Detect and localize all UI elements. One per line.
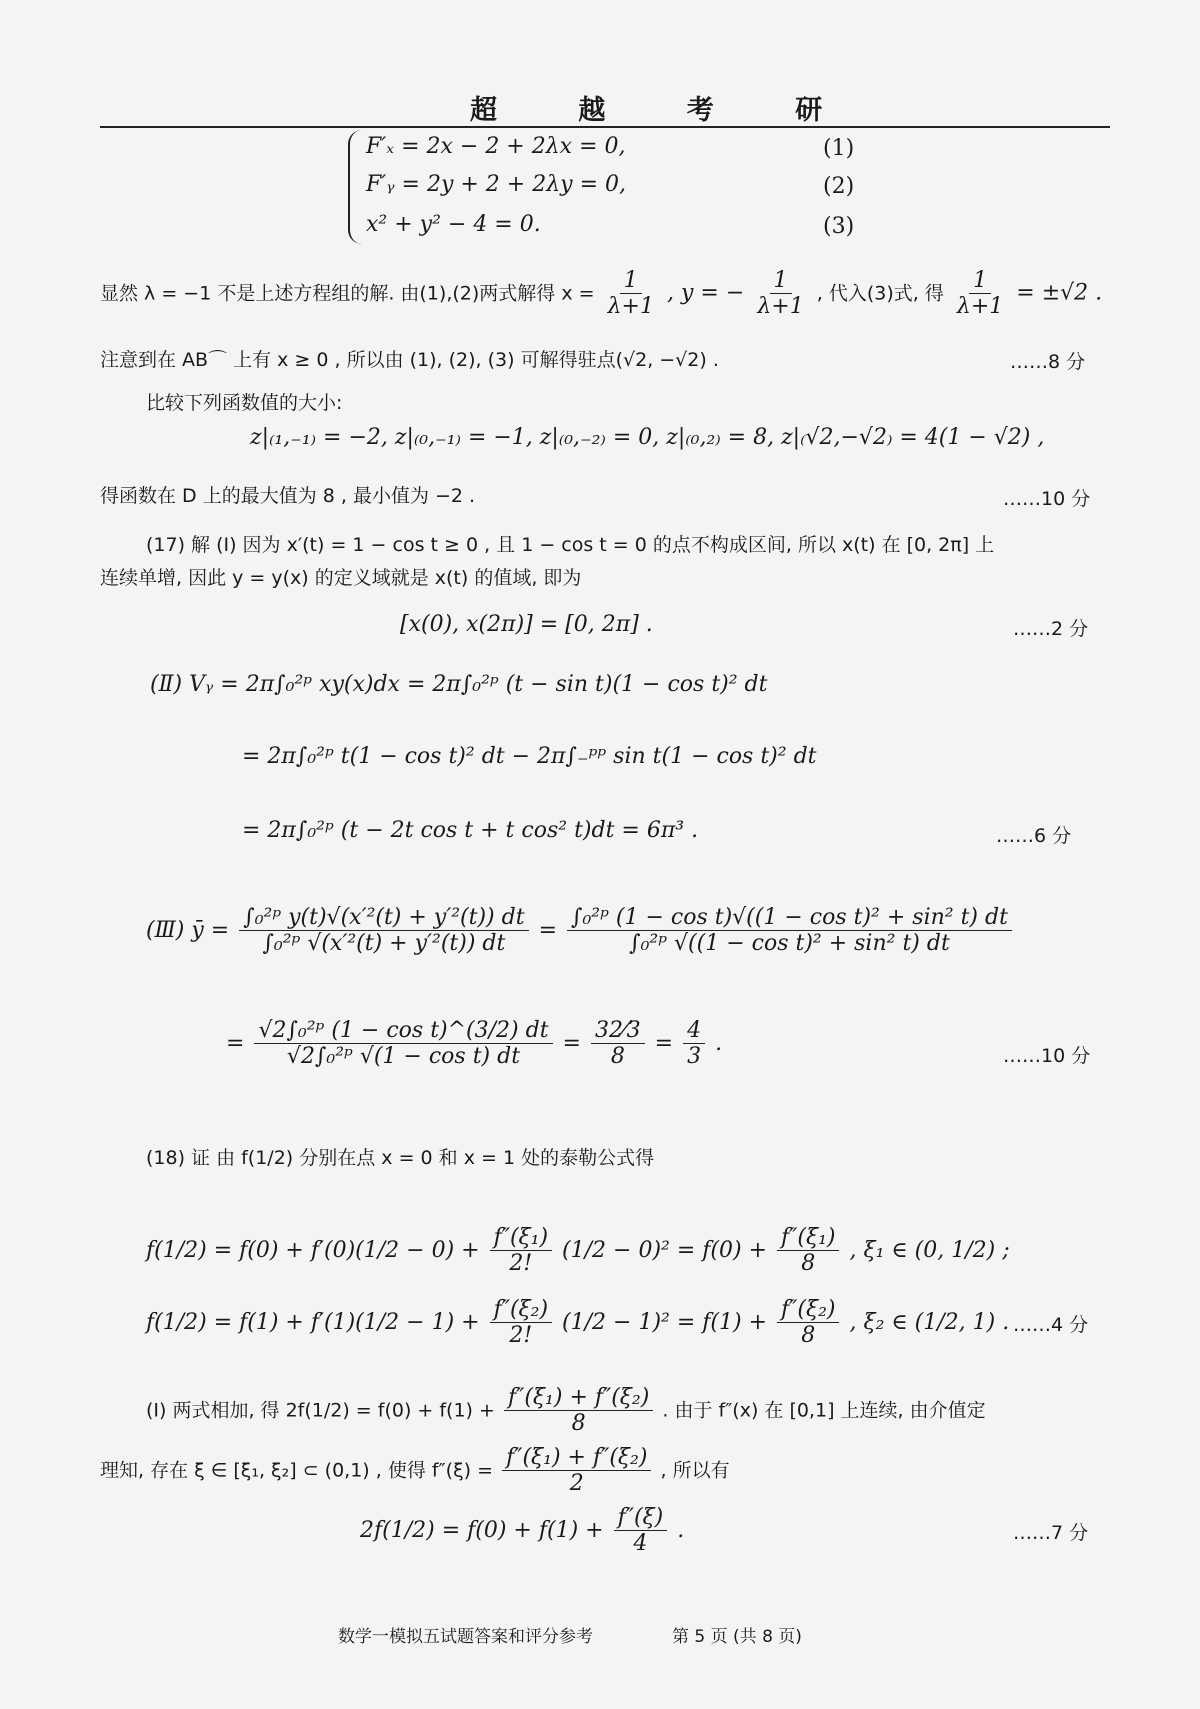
score-10b: ……10 分 — [1003, 1045, 1091, 1067]
function-values: z|₍₁,₋₁₎ = −2, z|₍₀,₋₁₎ = −1, z|₍₀,₋₂₎ = 0, z|₍₀,₂₎ = 8, z|₍√2,−√2₎ = 4(1 − √2) , — [250, 425, 1045, 450]
q18-intro: (18) 证 由 f(1/2) 分别在点 x = 0 和 x = 1 处的泰勒公式得 — [146, 1147, 655, 1169]
y-text: , y = − — [667, 280, 745, 306]
max-min-conclusion: 得函数在 D 上的最大值为 8 , 最小值为 −2 . — [100, 485, 476, 507]
fraction-x: $\frac{1}{\lambda+1}$ — [607, 268, 654, 320]
centroid-label: (Ⅲ) ȳ = — [146, 917, 230, 943]
substitute-text: , 代入(3)式, 得 — [816, 282, 944, 305]
system-eq3-tag: (3) — [823, 214, 855, 239]
q17-centroid: (Ⅲ) ȳ = $\frac{\text{∫₀²ᵖ y(t)√(x′²(t) + y′²(t)) dt}}{\text{∫₀²ᵖ √(x′²(t) + y′²(t)) dt}}$ = $\frac{\text{∫₀²ᵖ (1 − cos t)√((1 − cos t)² + sin² t) dt}}{\text{∫₀²ᵖ √((1 − cos t)² + sin² t) dt}}$ — [146, 905, 1015, 957]
q18-final: 2f(1/2) = f(0) + f(1) + $\frac{f''(\xi)}{4}$ . — [360, 1505, 685, 1557]
final-frac: $\frac{f''(\xi)}{4}$ — [614, 1505, 668, 1557]
q17-centroid-result: = $\frac{\text{√2∫₀²ᵖ (1 − cos t)\textasciicircum{}(3/2) dt}}{\text{√2∫₀²ᵖ √(1 − cos t) dt}}$ = $\frac{32⁄3}{8}$ = $\frac{4}{3}$ . — [226, 1018, 723, 1070]
centroid-fraction-3: $\frac{\text{√2∫₀²ᵖ (1 − cos t)\textasciicircum{}(3/2) dt}}{\text{√2∫₀²ᵖ √(1 − cos t) dt}}$ — [254, 1018, 552, 1070]
system-eq2-tag: (2) — [823, 174, 855, 199]
q17-volume-line1: (Ⅱ) Vᵧ = 2π∫₀²ᵖ xy(x)dx = 2π∫₀²ᵖ (t − sin t)(1 − cos t)² dt — [150, 672, 768, 697]
taylor-expansion-2: f(1/2) = f(1) + f′(1)(1/2 − 1) + $\frac{\text{f″(ξ₂)}}{2!}$ (1/2 − 1)² = f(1) + $\frac{\text{f″(ξ₂)}}{8}$ , ξ₂ ∈ (1/2, 1) . — [146, 1297, 1010, 1349]
lambda-text: 显然 λ = −1 不是上述方程组的解. 由(1),(2)两式解得 x = — [100, 282, 595, 305]
footer-page: 第 5 页 (共 8 页) — [672, 1627, 802, 1647]
lambda-result: = ±√2 . — [1016, 280, 1103, 306]
centroid-fraction-4: $\frac{32⁄3}{8}$ — [591, 1018, 645, 1070]
score-7: ……7 分 — [1013, 1522, 1089, 1544]
stationary-point-line: 注意到在 AB⌒ 上有 x ≥ 0 , 所以由 (1), (2), (3) 可解得驻点(√2, −√2) . — [100, 349, 719, 371]
solution-line-lambda — [100, 268, 1102, 320]
q18-part1-line1: (Ⅰ) 两式相加, 得 2f(1/2) = f(0) + f(1) + $\frac{\text{f″(ξ₁) + f″(ξ₂)}}{8}$ . 由于 f″(x) 在 [0,1] 上连续, 由介值定 — [146, 1385, 986, 1437]
taylor2-frac-a: $\frac{\text{f″(ξ₂)}}{2!}$ — [490, 1297, 552, 1349]
part1-frac-2: $\frac{\text{f″(ξ₁) + f″(ξ₂)}}{2}$ — [502, 1445, 651, 1497]
footer-title: 数学一模拟五试题答案和评分参考 — [338, 1627, 593, 1647]
score-8: ……8 分 — [1010, 351, 1086, 373]
q17-volume-line3: = 2π∫₀²ᵖ (t − 2t cos t + t cos² t)dt = 6π³ . — [242, 818, 699, 843]
score-2: ……2 分 — [1013, 618, 1089, 640]
score-10a: ……10 分 — [1003, 488, 1091, 510]
page-header-title: 超 越 考 研 — [470, 95, 859, 126]
fraction-lambda: $\frac{1}{\lambda+1}$ — [956, 268, 1004, 320]
score-4: ……4 分 — [1013, 1314, 1089, 1336]
centroid-fraction-2: $\frac{\text{∫₀²ᵖ (1 − cos t)√((1 − cos t)² + sin² t) dt}}{\text{∫₀²ᵖ √((1 − cos t)² + sin² t) dt}}$ — [567, 905, 1012, 957]
q18-part1-line2: 理知, 存在 ξ ∈ [ξ₁, ξ₂] ⊂ (0,1) , 使得 f″(ξ) = $\frac{\text{f″(ξ₁) + f″(ξ₂)}}{2}$ , 所以有 — [100, 1445, 730, 1497]
system-brace — [348, 130, 362, 244]
fraction-y: $\frac{1}{\lambda+1}$ — [757, 268, 804, 320]
q17-domain: [x(0), x(2π)] = [0, 2π] . — [400, 612, 653, 637]
q17-line2: 连续单增, 因此 y = y(x) 的定义域就是 x(t) 的值域, 即为 — [100, 567, 582, 589]
compare-text: 比较下列函数值的大小: — [146, 392, 343, 414]
system-eq1-tag: (1) — [823, 136, 855, 161]
taylor1-frac-a: $\frac{\text{f″(ξ₁)}}{2!}$ — [490, 1225, 552, 1277]
system-eq1: F′ₓ = 2x − 2 + 2λx = 0, — [366, 134, 626, 159]
part1-frac: $\frac{\text{f″(ξ₁) + f″(ξ₂)}}{8}$ — [504, 1385, 653, 1437]
q17-volume-line2: = 2π∫₀²ᵖ t(1 − cos t)² dt − 2π∫₋ᵖᵖ sin t(1 − cos t)² dt — [242, 744, 817, 769]
system-eq2: F′ᵧ = 2y + 2 + 2λy = 0, — [366, 172, 627, 197]
centroid-fraction-5: $\frac{4}{3}$ — [683, 1018, 705, 1070]
q17-line1: (17) 解 (Ⅰ) 因为 x′(t) = 1 − cos t ≥ 0 , 且 1 − cos t = 0 的点不构成区间, 所以 x(t) 在 [0, 2π] 上 — [146, 534, 995, 556]
system-eq3: x² + y² − 4 = 0. — [366, 212, 541, 237]
taylor-expansion-1: f(1/2) = f(0) + f′(0)(1/2 − 0) + $\frac{\text{f″(ξ₁)}}{2!}$ (1/2 − 0)² = f(0) + $\frac{\text{f″(ξ₁)}}{8}$ , ξ₁ ∈ (0, 1/2) ; — [146, 1225, 1010, 1277]
score-6: ……6 分 — [996, 825, 1072, 847]
centroid-fraction-1: $\frac{\text{∫₀²ᵖ y(t)√(x′²(t) + y′²(t)) dt}}{\text{∫₀²ᵖ √(x′²(t) + y′²(t)) dt}}$ — [239, 905, 528, 957]
header-rule — [100, 126, 1110, 128]
taylor1-frac-b: $\frac{\text{f″(ξ₁)}}{8}$ — [777, 1225, 839, 1277]
taylor2-frac-b: $\frac{\text{f″(ξ₂)}}{8}$ — [777, 1297, 839, 1349]
